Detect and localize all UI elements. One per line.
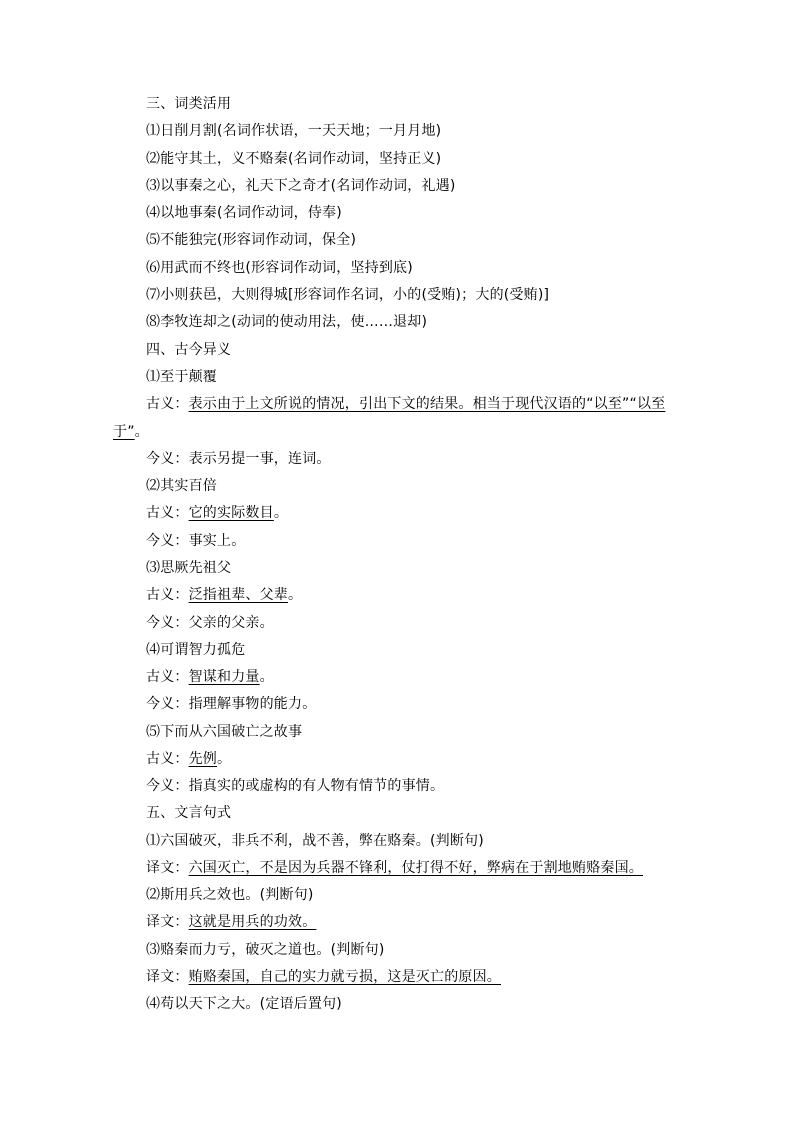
translation-text: 贿赂秦国，自己的实力就亏损，这是灭亡的原因。 bbox=[188, 969, 502, 985]
modern-meaning: 今义：指理解事物的能力。 bbox=[146, 696, 317, 712]
entry-title: ⑶思厥先祖父 bbox=[146, 560, 232, 576]
ancient-meaning-text: 泛指祖辈、父辈 bbox=[188, 587, 289, 603]
ancient-meaning: 古义：泛指祖辈、父辈。 bbox=[146, 587, 303, 603]
list-item: ⑺小则获邑，大则得城[形容词作名词，小的(受贿)；大的(受贿)] bbox=[146, 287, 550, 303]
translation: 译文：贿赂秦国，自己的实力就亏损，这是灭亡的原因。 bbox=[146, 969, 502, 985]
list-item: ⑷以地事秦(名词作动词，侍奉) bbox=[146, 205, 342, 221]
modern-meaning: 今义：指真实的或虚构的有人物有情节的事情。 bbox=[146, 778, 445, 794]
entry-title: ⑵其实百倍 bbox=[146, 478, 217, 494]
section-heading-ancient-modern: 四、古今异义 bbox=[146, 342, 232, 358]
sentence: ⑴六国破灭，非兵不利，战不善，弊在赂秦。(判断句) bbox=[146, 833, 484, 849]
ancient-meaning-text: 先例 bbox=[188, 751, 218, 767]
modern-meaning: 今义：表示另提一事，连词。 bbox=[146, 451, 331, 467]
sentence: ⑷苟以天下之大。(定语后置句) bbox=[146, 996, 342, 1012]
entry-title: ⑴至于颠覆 bbox=[146, 369, 217, 385]
ancient-meaning-text: 它的实际数目 bbox=[188, 505, 274, 521]
translation-text: 六国灭亡，不是因为兵器不锋利，仗打得不好，弊病在于割地贿赂秦国。 bbox=[188, 860, 644, 876]
ancient-meaning: 古义：它的实际数目。 bbox=[146, 505, 289, 521]
modern-meaning: 今义：父亲的父亲。 bbox=[146, 615, 274, 631]
ancient-meaning: 古义：智谋和力量。 bbox=[146, 669, 274, 685]
list-item: ⑴日削月割(名词作状语，一天天地；一月月地) bbox=[146, 123, 442, 139]
translation: 译文：六国灭亡，不是因为兵器不锋利，仗打得不好，弊病在于割地贿赂秦国。 bbox=[146, 860, 644, 876]
ancient-meaning-continued: 于”。 bbox=[113, 424, 149, 440]
entry-title: ⑸下而从六国破亡之故事 bbox=[146, 724, 303, 740]
ancient-meaning bbox=[146, 395, 665, 413]
ancient-meaning-text: 智谋和力量 bbox=[188, 669, 260, 685]
list-item: ⑹用武而不终也(形容词作动词，坚持到底) bbox=[146, 260, 413, 276]
ancient-label: 古义： bbox=[146, 396, 189, 412]
ancient-meaning: 古义：先例。 bbox=[146, 751, 232, 767]
list-item: ⑻李牧连却之(动词的使动用法，使……退却) bbox=[146, 314, 428, 330]
list-item: ⑸不能独完(形容词作动词，保全) bbox=[146, 232, 357, 248]
sentence: ⑶赂秦而力亏，破灭之道也。(判断句) bbox=[146, 942, 385, 958]
sentence: ⑵斯用兵之效也。(判断句) bbox=[146, 887, 314, 903]
entry-title: ⑷可谓智力孤危 bbox=[146, 642, 246, 658]
section-heading-word-class: 三、词类活用 bbox=[146, 96, 232, 112]
list-item: ⑶以事秦之心，礼天下之奇才(名词作动词，礼遇) bbox=[146, 178, 456, 194]
ancient-meaning-text: 表示由于上文所说的情况，引出下文的结果。相当于现代汉语的“以至”“以至 bbox=[188, 396, 666, 412]
ancient-meaning-text: 于” bbox=[113, 424, 135, 440]
list-item: ⑵能守其土，义不赂秦(名词作动词，坚持正义) bbox=[146, 151, 442, 167]
translation: 译文：这就是用兵的功效。 bbox=[146, 914, 317, 930]
translation-text: 这就是用兵的功效。 bbox=[188, 914, 317, 930]
section-heading-sentence-patterns: 五、文言句式 bbox=[146, 805, 232, 821]
modern-meaning: 今义：事实上。 bbox=[146, 533, 246, 549]
